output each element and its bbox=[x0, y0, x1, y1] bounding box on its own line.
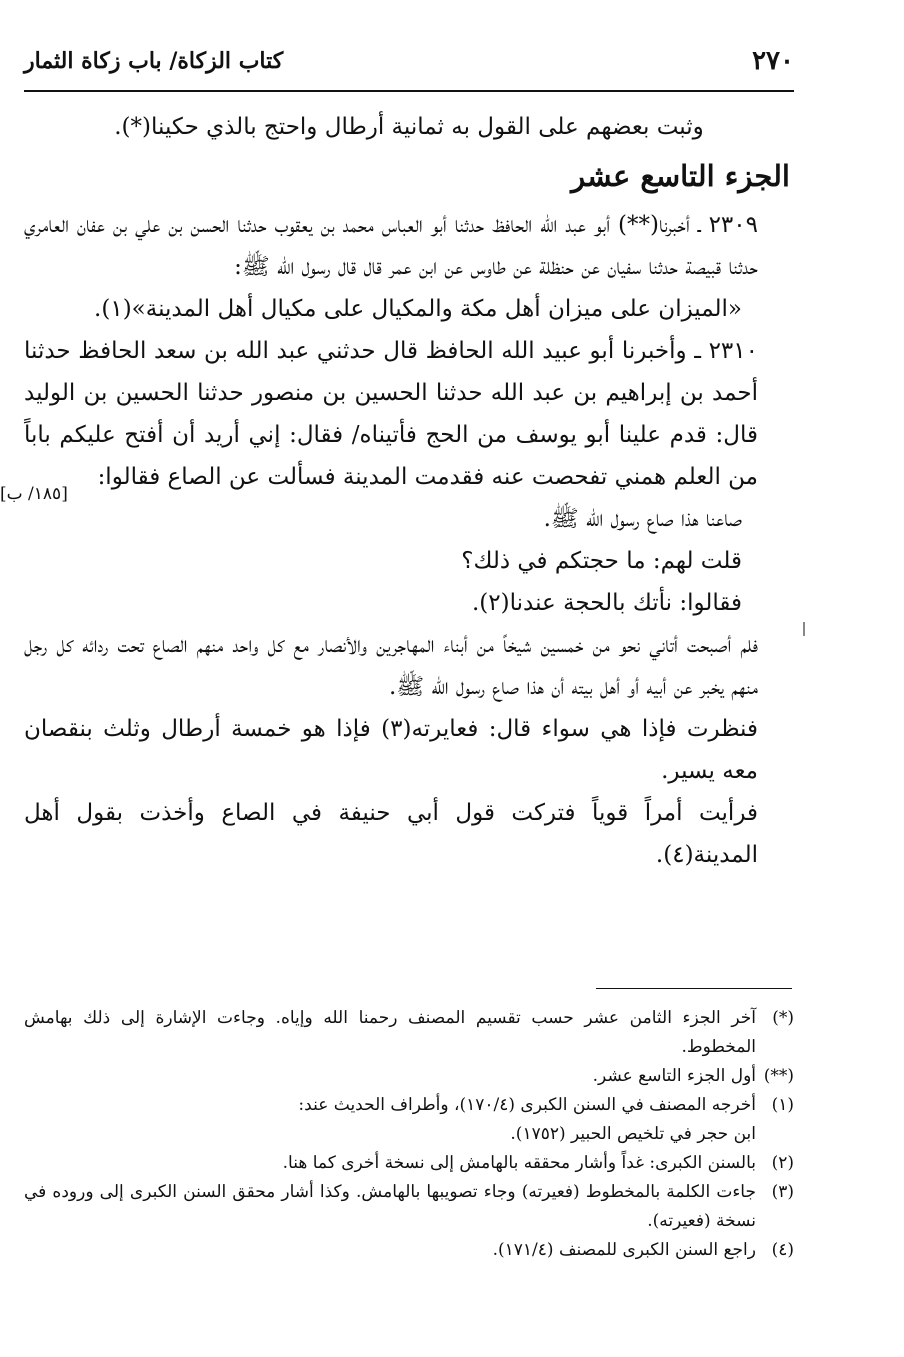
footnote-subline: ابن حجر في تلخيص الحبير (١٧٥٢). bbox=[510, 1124, 756, 1144]
dialogue-line-3: فقالوا: نأتك بالحجة عندنا(٢). bbox=[471, 590, 742, 616]
footnote bbox=[24, 1091, 794, 1149]
hadith-2309-quote: «الميزان على ميزان أهل مكة والمكيال على مكيال أهل المدينة»(١). bbox=[94, 296, 742, 322]
footnote-marker: (١) bbox=[771, 1095, 794, 1115]
paragraph-nazartu: فنظرت فإذا هي سواء قال: فعايرته(٣) فإذا هو خمسة أرطال وثلث بنقصان معه يسير. bbox=[24, 716, 758, 784]
footnote bbox=[24, 1178, 794, 1236]
hadith-2309: ٢٣٠٩ ـ أخبرنا(**) أبو عبد الله الحافظ حدثنا أبو العباس محمد بن يعقوب حدثنا الحسن بن علي بن عفان العامري حدثنا قبيصة حدثنا سفيان عن حنظلة عن طاوس عن ابن عمر قال قال رسول الله ﷺ: bbox=[24, 212, 758, 280]
footnote-text: بالسنن الكبرى: غداً وأشار محققه بالهامش إلى نسخة أخرى كما هنا. bbox=[282, 1153, 756, 1173]
footnote bbox=[24, 1149, 794, 1178]
footnote bbox=[24, 1062, 794, 1091]
footnote-marker: (**) bbox=[763, 1066, 794, 1086]
page-number: ٢٧٠ bbox=[752, 46, 794, 76]
footnote bbox=[24, 1004, 794, 1062]
footnote-marker: (*) bbox=[772, 1008, 794, 1028]
footnote-text: أخرجه المصنف في السنن الكبرى (١٧٠/٤)، وأطراف الحديث عند: bbox=[298, 1095, 756, 1115]
manuscript-folio-note: [١٨٥/ ب] bbox=[0, 484, 68, 504]
footnote-text: راجع السنن الكبرى للمصنف (١٧١/٤). bbox=[492, 1240, 756, 1260]
footnote-text: جاءت الكلمة بالمخطوط (فعيرته) وجاء تصويبها بالهامش. وكذا أشار محقق السنن الكبرى إلى وروده في نسخة (فعيرته). bbox=[24, 1182, 756, 1231]
footnote bbox=[24, 1236, 794, 1265]
paragraph-raaytu: فرأيت أمراً قوياً فتركت قول أبي حنيفة في الصاع وأخذت بقول أهل المدينة(٤). bbox=[24, 800, 759, 868]
dialogue-line-2: قلت لهم: ما حجتكم في ذلك؟ bbox=[461, 548, 742, 574]
footnotes bbox=[24, 1004, 794, 1265]
hadith-2310: ٢٣١٠ ـ وأخبرنا أبو عبيد الله الحافظ قال حدثني عبد الله بن سعد الحافظ حدثنا أحمد بن إبراهيم بن عبد الله حدثنا الحسين بن منصور حدثنا الحسين بن الوليد قال: قدم علينا أبو يوسف من الحج فأتيناه/ فقال: إني أريد أن أفتح عليكم باباً من العلم همني تفحصت عنه فقدمت المدينة فسألت عن الصاع فقالوا: bbox=[24, 338, 758, 490]
footnote-marker: (٢) bbox=[771, 1153, 794, 1173]
footnote-marker: (٣) bbox=[771, 1182, 794, 1202]
main-text bbox=[24, 106, 794, 876]
margin-tick-mark bbox=[803, 622, 805, 636]
section-heading: الجزء التاسع عشر bbox=[571, 159, 790, 193]
footnote-marker: (٤) bbox=[771, 1240, 794, 1260]
footnote-divider bbox=[596, 988, 792, 989]
page-header bbox=[24, 38, 794, 92]
paragraph-asbaht: فلم أصبحت أتاني نحو من خمسين شيخاً من أبناء المهاجرين والأنصار مع كل واحد منهم الصاع تحت ردائه كل رجل منهم يخبر عن أبيه أو أهل بيته أن هذا صاع رسول الله ﷺ. bbox=[24, 632, 758, 700]
footnote-text: آخر الجزء الثامن عشر حسب تقسيم المصنف رحمنا الله وإياه. وجاءت الإشارة إلى ذلك بهامش المخطوط. bbox=[24, 1008, 756, 1057]
running-title: كتاب الزكاة/ باب زكاة الثمار bbox=[24, 48, 284, 74]
intro-line: وثبت بعضهم على القول به ثمانية أرطال واحتج بالذي حكينا(*). bbox=[114, 114, 704, 140]
dialogue-line-1: صاعنا هذا صاع رسول الله ﷺ. bbox=[543, 506, 742, 532]
footnote-text: أول الجزء التاسع عشر. bbox=[592, 1066, 756, 1086]
